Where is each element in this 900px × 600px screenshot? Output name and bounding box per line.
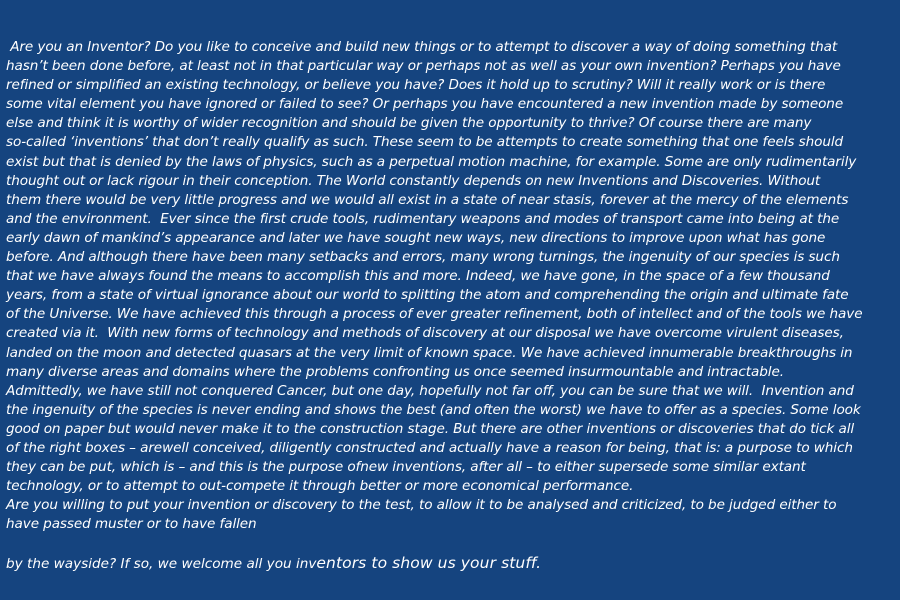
text-line: them there would be very little progress and we would all exist in a state of near stasis, forever at the mercy of the elements (6, 191, 849, 208)
article-body (6, 38, 896, 534)
closing-line (6, 554, 541, 574)
text-line: many diverse areas and domains where the problems confronting us once seemed insurmountable and intractable. (6, 363, 784, 380)
text-line: and the environment. Ever since the first crude tools, rudimentary weapons and modes of transport came into being at the (6, 210, 840, 227)
text-line: early dawn of mankind’s appearance and later we have sought new ways, new directions to improve upon what has gone (6, 229, 826, 246)
text-line: hasn’t been done before, at least not in that particular way or perhaps not as well as your own invention? Perhaps you have (6, 58, 841, 75)
text-line: have passed muster or to have fallen (6, 516, 257, 533)
text-line: Are you an Inventor? Do you like to conceive and build new things or to attempt to discover a way of doing something that (6, 39, 838, 55)
text-line: else and think it is worthy of wider recognition and should be given the opportunity to thrive? Of course there are many (6, 115, 812, 132)
text-line: years, from a state of virtual ignorance about our world to splitting the atom and comprehending the origin and ultimate fate (6, 287, 849, 304)
text-line: exist but that is denied by the laws of physics, such as a perpetual motion machine, for example. Some are only rudimentarily (6, 153, 857, 170)
text-line: Are you willing to put your invention or discovery to the test, to allow it to be analysed and criticized, to be judged either to (6, 497, 837, 514)
closing-lead-text: by the wayside? If so, we welcome all you inv (6, 556, 317, 572)
text-line: so-called ‘inventions’ that don’t really qualify as such. These seem to be attempts to create something that one feels should (6, 134, 844, 151)
text-line: of the right boxes – arewell conceived, diligently constructed and actually have a reason for being, that is: a purpose to which (6, 439, 853, 456)
text-line: landed on the moon and detected quasars at the very limit of known space. We have achieved innumerable breakthroughs in (6, 344, 853, 361)
text-line: that we have always found the means to accomplish this and more. Indeed, we have gone, in the space of a few thousand (6, 268, 830, 285)
text-line: created via it. With new forms of technology and methods of discovery at our disposal we have overcome virulent diseases, (6, 325, 844, 342)
text-line: they can be put, which is – and this is the purpose ofnew inventions, after all – to either supersede some similar extant (6, 459, 806, 476)
text-line: Admittedly, we have still not conquered Cancer, but one day, hopefully not far off, you can be sure that we will. Invention and (6, 382, 854, 399)
text-line: some vital element you have ignored or failed to see? Or perhaps you have encountered a new invention made by someone (6, 96, 844, 113)
text-line: technology, or to attempt to out-compete it through better or more economical performance. (6, 478, 634, 495)
text-line: of the Universe. We have achieved this through a process of ever greater refinement, both of intellect and of the tools we have (6, 306, 863, 323)
text-line: thought out or lack rigour in their conception. The World constantly depends on new Inventions and Discoveries. Without (6, 172, 821, 189)
text-line: refined or simplified an existing technology, or believe you have? Does it hold up to scrutiny? Will it really work or is there (6, 77, 826, 94)
text-line: the ingenuity of the species is never ending and shows the best (and often the worst) we have to offer as a species. Some look (6, 401, 861, 418)
closing-call-to-action: entors to show us your stuff. (316, 554, 542, 572)
text-line: before. And although there have been many setbacks and errors, many wrong turnings, the ingenuity of our species is such (6, 249, 840, 266)
text-line: good on paper but would never make it to the construction stage. But there are other inventions or discoveries that do tick all (6, 420, 855, 437)
